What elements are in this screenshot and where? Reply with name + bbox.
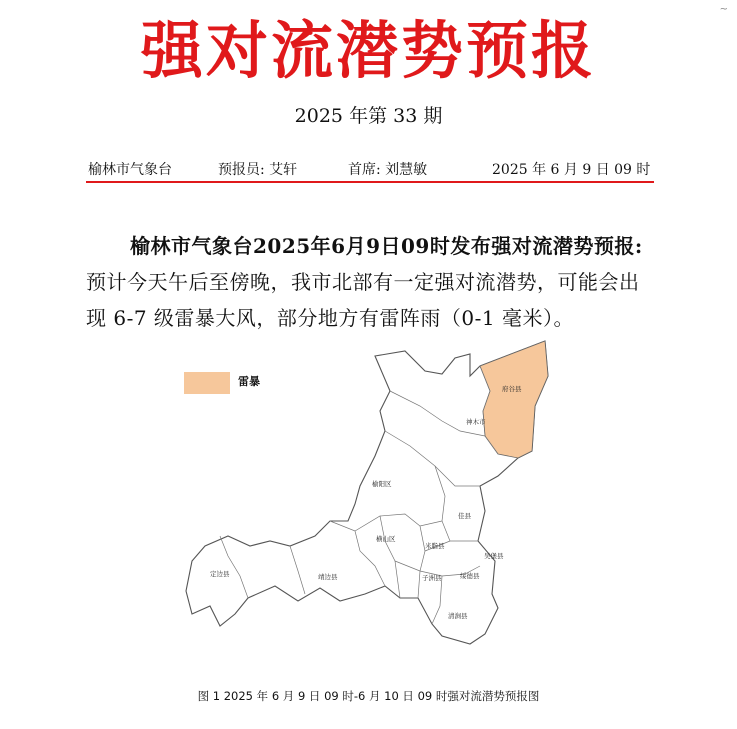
issue-datetime: 2025 年 6 月 9 日 09 时 [492,162,651,178]
forecast-line-2: 现 6-7 级雷暴大风，部分地方有雷阵雨（0-1 毫米）。 [86,306,574,330]
legend-label: 雷暴 [238,375,260,388]
label-suide: 绥德县 [460,572,480,580]
chief-forecaster: 首席: 刘慧敏 [348,162,428,178]
red-rule [86,181,654,183]
label-shenmu: 神木市 [466,418,486,426]
meta-row [86,160,654,182]
forecast-map [180,336,560,666]
label-dingbian: 定边县 [210,570,230,578]
label-hengshan: 横山区 [376,535,396,543]
office-name: 榆林市气象台 [88,162,172,178]
label-wubao: 吴堡县 [484,552,504,560]
map-svg [180,336,560,666]
label-jiaxian: 佳县 [458,512,471,520]
label-zizhou: 子洲县 [422,574,442,582]
label-qingjian: 清涧县 [448,612,468,620]
label-mizhi: 米脂县 [425,542,445,550]
label-fugu: 府谷县 [502,385,522,393]
forecast-line-1: 预计今天午后至傍晚，我市北部有一定强对流潜势，可能会出 [86,270,640,294]
forecaster: 预报员: 艾轩 [218,162,298,178]
forecast-lead: 榆林市气象台2025年6月9日09时发布强对流潜势预报: [130,234,643,258]
corner-mark: ~ [719,4,729,15]
label-jingbian: 靖边县 [318,573,338,581]
issue-number: 2025 年第 33 期 [294,105,443,127]
thunderstorm-area [480,341,548,458]
forecast-text [86,228,666,336]
figure-caption: 图 1 2025 年 6 月 9 日 09 时-6 月 10 日 09 时强对流潜势预报图 [197,689,540,703]
label-yuyang: 榆阳区 [372,480,392,488]
page-title: 强对流潜势预报 [140,14,596,87]
